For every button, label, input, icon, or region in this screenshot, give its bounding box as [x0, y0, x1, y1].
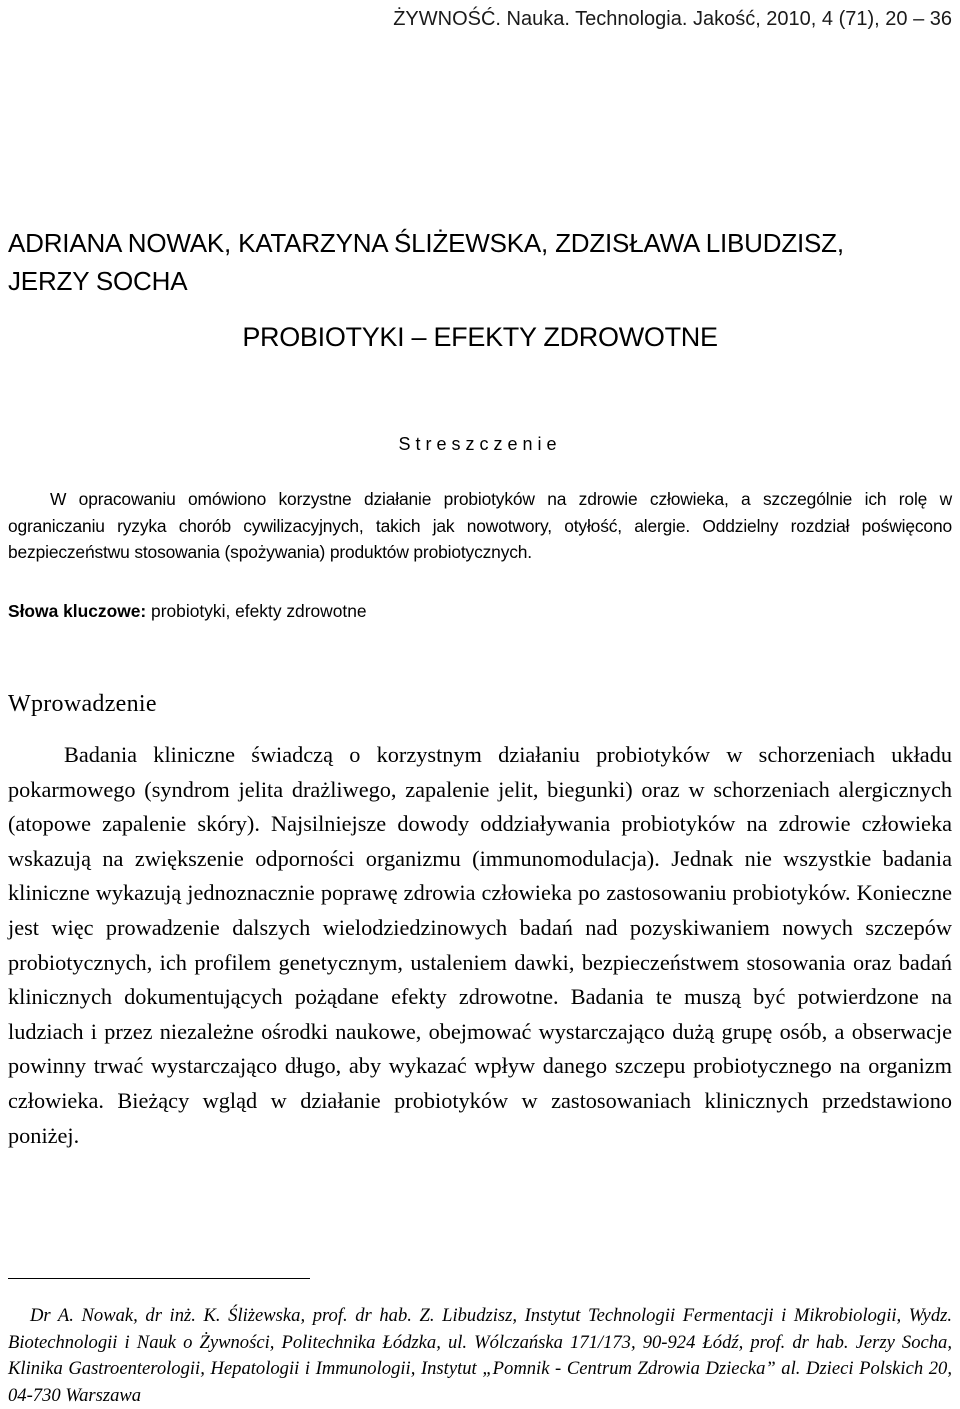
author-affiliations-footnote: Dr A. Nowak, dr inż. K. Śliżewska, prof. dr hab. Z. Libudzisz, Instytut Technologii Fermentacji i Mikrobiologii, Wydz. Biotechnologii i Nauk o Żywności, Politechnika Łódzka, ul. Wólczańska 171/173, 90-924 Łódź, prof. dr hab. Jerzy Socha, Klinika Gastroenterologii, Hepatologii i Immunologii, Instytut „Pomnik - Centrum Zdrowia Dziecka” al. Dzieci Polskich 20, 04-730 Warszawa [8, 1305, 952, 1406]
footnote-divider [8, 1278, 310, 1279]
journal-header: ŻYWNOŚĆ. Nauka. Technologia. Jakość, 2010, 4 (71), 20 – 36 [393, 8, 952, 30]
keywords [8, 598, 952, 624]
section-heading: Wprowadzenie [8, 691, 157, 717]
introduction-text: Badania kliniczne świadczą o korzystnym działaniu probiotyków w schorzeniach układu pokarmowego (syndrom jelita drażliwego, zapalenie jelit, biegunki) oraz w schorzeniach alergicznych (atopowe zapalenie skóry). Najsilniejsze dowody oddziaływania probiotyków na zdrowie człowieka wskazują na zwiększenie odporności organizmu (immunomodulacja). Jednak nie wszystkie badania kliniczne wykazują jednoznacznie poprawę zdrowia człowieka po zastosowaniu probiotyków. Konieczne jest więc prowadzenie dalszych wielodziedzinowych badań nad pozyskiwaniem nowych szczepów probiotycznych, ich profilem genetycznym, ustaleniem dawki, bezpieczeństwem stosowania oraz badań klinicznych dokumentujących pożądane efekty zdrowotne. Badania te muszą być potwierdzone na ludziach i przez niezależne ośrodki naukowe, obejmować wystarczająco dużą grupę osób, a obserwacje powinny trwać wystarczająco długo, aby wykazać wpływ danego szczepu probiotycznego na organizm człowieka. Bieżący wgląd w działanie probiotyków w zastosowaniach klinicznych przedstawiono poniżej. [8, 742, 952, 1148]
author-line: JERZY SOCHA [8, 266, 188, 296]
keywords-value: probiotyki, efekty zdrowotne [146, 601, 367, 621]
abstract-heading: Streszczenie [398, 434, 562, 454]
abstract-text: W opracowaniu omówiono korzystne działanie probiotyków na zdrowie człowieka, a szczególnie ich rolę w ograniczaniu ryzyka chorób cywilizacyjnych, takich jak nowotwory, otyłość, alergie. Oddzielny rozdział poświęcono bezpieczeństwu stosowania (spożywania) produktów probiotycznych. [8, 489, 952, 562]
keywords-label: Słowa kluczowe: [8, 601, 147, 621]
paper-title: PROBIOTYKI – EFEKTY ZDROWOTNE [242, 322, 718, 352]
author-line: ADRIANA NOWAK, KATARZYNA ŚLIŻEWSKA, ZDZISŁAWA LIBUDZISZ, [8, 228, 844, 258]
author-list [8, 224, 952, 300]
